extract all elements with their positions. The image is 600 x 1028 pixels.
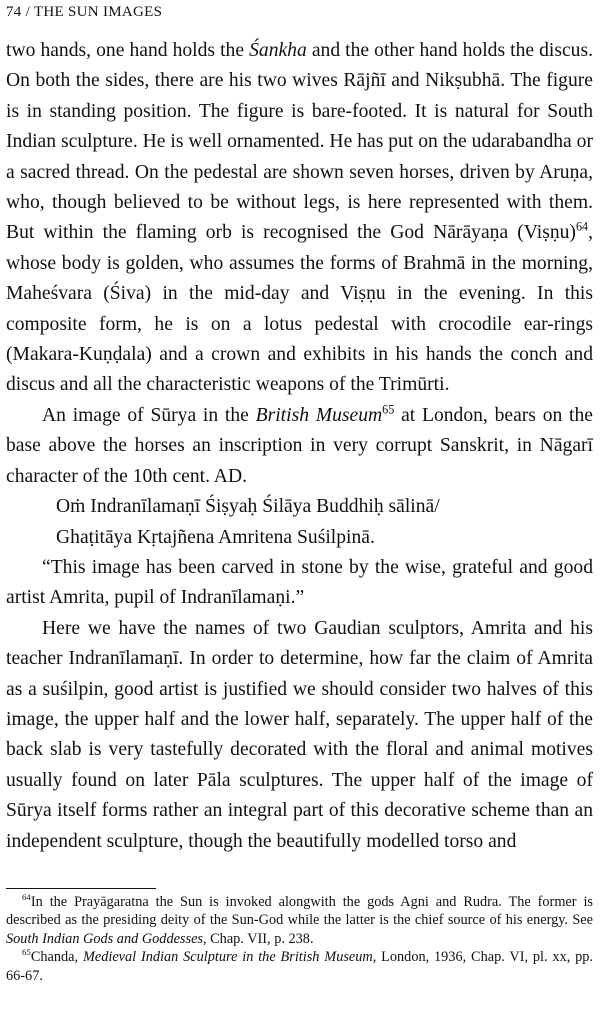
- inscription-line-1: Oṁ Indranīlamaṇī Śiṣyaḥ Śilāya Buddhiḥ sālinā/: [56, 496, 440, 518]
- footnote-ref-65: 65: [382, 402, 395, 417]
- footnote-ref-64: 64: [575, 219, 589, 234]
- paragraph-british-museum: An image of Sūrya in the British Museum$^{65}$ at London, bears on the base above the horses an inscription in very corrupt Sanskrit, in Nāgarī character of the 10th cent. AD.: [6, 402, 593, 487]
- footnote-mark-64: 64: [22, 892, 31, 903]
- footnote-65: $^{65}$Chanda, Medieval Indian Sculpture in the British Museum, London, 1936, Chap. VI, pl. xx, pp. 66-67.: [6, 947, 593, 984]
- translation-quote: “This image has been carved in stone by the wise, grateful and good artist Amrita, pupil of Indranīlamaṇi.”: [6, 556, 593, 609]
- running-header: [6, 4, 162, 21]
- footnote-65-title: Medieval Indian Sculpture in the British Museum: [82, 949, 373, 966]
- footnote-mark-65: 65: [22, 947, 31, 958]
- paragraph-continued: two hands, one hand holds the Śankha and the other hand holds the discus. On both the sides, there are his two wives Rājñī and Nikṣubhā. The figure is in standing position. The figure is bare-footed. It is natural for South Indian sculpture. He is well ornamented. He has put on the udarabandha or a sacred thread. On the pedestal are shown seven horses, driven by Aruṇa, who, though believed to be without legs, is here represented with them. But within the flaming orb is recognised the God Nārāyaṇa (Viṣṇu)$^{64}$, whose body is golden, who assumes the forms of Brahmā in the morning, Maheśvara (Śiva) in the mid-day and Viṣṇu in the evening. In this composite form, he is on a lotus pedestal with crocodile ear-rings (Makara-Kuṇḍala) and a crown and exhibits in his hands the conch and discus and all the characteristic weapons of the Trimūrti.: [6, 40, 593, 396]
- inscription-line-2: Ghaṭitāya Kṛtajñena Amritena Suśilpinā.: [56, 526, 375, 548]
- page-number: 74: [6, 4, 22, 20]
- term-british-museum: British Museum: [255, 404, 383, 426]
- main-text: [6, 36, 593, 857]
- term-sankha: Śankha: [249, 40, 307, 61]
- footnote-64: $^{64}$In the Prayāgaratna the Sun is invoked alongwith the gods Agni and Rudra. The former is described as the presiding deity of the Sun-God while the latter is the chief source of his energy. See South Indian Gods and Goddesses, Chap. VII, p. 238.: [6, 892, 593, 947]
- header-separator: /: [25, 4, 31, 20]
- footnote-rule: [6, 888, 156, 889]
- paragraph-sculptors: Here we have the names of two Gaudian sculptors, Amrita and his teacher Indranīlamaṇī. In order to determine, how far the claim of Amrita as a suśilpin, good artist is justified we should consider two halves of this image, the upper half and the lower half, separately. The upper half of the back slab is very tastefully decorated with the floral and animal motives usually found on later Pāla sculptures. The upper half of the image of Sūrya itself forms rather an integral part of this decorative scheme than an independent sculpture, though the beautifully modelled torso and: [6, 617, 593, 852]
- footnote-64-title: South Indian Gods and Goddesses: [6, 930, 203, 947]
- running-title: THE SUN IMAGES: [33, 4, 163, 20]
- footnotes: [6, 893, 593, 985]
